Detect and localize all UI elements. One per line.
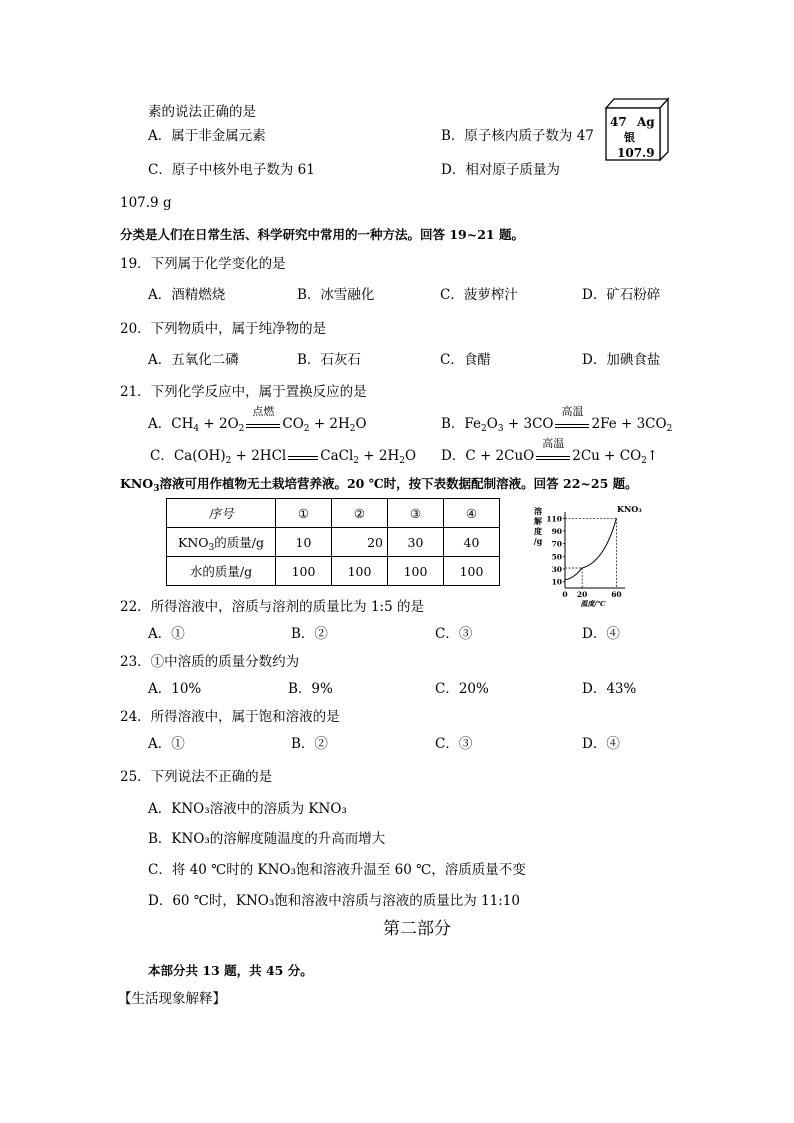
q19-option-c: C．菠萝榨汁 [440, 287, 518, 303]
condition-high-temp: 高温 [561, 405, 584, 418]
y-tick-label: 110 [546, 514, 562, 524]
q24-option-a: A．① [148, 736, 185, 752]
q19-option-d: D．矿石粉碎 [582, 287, 661, 303]
q19-stem: 19．下列属于化学变化的是 [120, 256, 286, 272]
intro-19-21: 分类是人们在日常生活、科学研究中常用的一种方法。回答 19~21 题。 [120, 227, 524, 242]
q21-option-b: B．$Fe_2O_3 + 3CO$ 高温 $2Fe + 3CO_2$ [441, 405, 673, 434]
x-tick-label: 0 [562, 590, 568, 599]
table-cell: 100 [276, 557, 332, 586]
q18-option-d-continued: 107.9 g [120, 195, 172, 211]
element-mass: 107.9 [617, 146, 655, 160]
solution-table [166, 498, 500, 586]
q23-option-c: C．20% [435, 681, 489, 697]
q22-option-a: A．① [148, 626, 185, 642]
table-cell: 10 [276, 528, 332, 557]
q22-option-b: B．② [291, 626, 328, 642]
table-header: ② [332, 499, 388, 528]
part-two-title: 第二部分 [383, 919, 451, 939]
graph-ylabel-4: /g [533, 536, 543, 546]
q25-stem: 25．下列说法不正确的是 [120, 769, 273, 785]
q20-option-a: A．五氧化二磷 [148, 352, 239, 368]
q25-option-a: A．KNO₃溶液中的溶质为 KNO₃ [148, 801, 347, 817]
q18-option-b: B．原子核内质子数为 47 [441, 128, 594, 144]
q21-option-a: A．$CH_4 + 2O_2$ 点燃 $CO_2 + 2H_2O$ [148, 405, 367, 434]
q22-option-c: C．③ [435, 626, 473, 642]
q24-option-c: C．③ [435, 736, 473, 752]
q18-option-c: C．原子中核外电子数为 61 [148, 162, 315, 178]
q20-option-b: B．石灰石 [297, 352, 361, 368]
graph-ylabel-3: 度 [534, 526, 542, 536]
q25-option-c: C．将 40 ℃时的 KNO₃饱和溶液升温至 60 ℃，溶质质量不变 [148, 862, 526, 878]
kno3-solubility-curve [565, 518, 616, 579]
q25-option-b: B．KNO₃的溶解度随温度的升高而增大 [148, 831, 386, 847]
condition-high-temp-2: 高温 [542, 437, 565, 450]
q22-option-d: D．④ [582, 626, 620, 642]
graph-ylabel-1: 溶 [534, 506, 542, 516]
graph-series-label: KNO₃ [617, 504, 642, 514]
q19-option-b: B．冰雪融化 [297, 287, 375, 303]
x-tick-label: 20 [576, 590, 588, 599]
q18-stem: 素的说法正确的是 [148, 104, 256, 120]
q23-option-b: B．9% [288, 681, 333, 697]
q21-option-d: D．C + 2CuO 高温 $2Cu + CO_2↑$ [441, 437, 659, 466]
table-cell: 20 [332, 528, 388, 557]
solubility-graph [527, 500, 642, 610]
table-header-row [167, 499, 500, 528]
condition-ignite: 点燃 [252, 405, 275, 418]
q19-option-a: A．酒精燃烧 [148, 287, 226, 303]
element-number: 47 [610, 115, 627, 129]
q24-stem: 24．所得溶液中，属于饱和溶液的是 [120, 709, 340, 725]
q23-option-d: D．43% [582, 681, 637, 697]
table-cell: 30 [388, 528, 444, 557]
q24-option-d: D．④ [582, 736, 620, 752]
graph-xlabel: 温度/℃ [580, 599, 606, 608]
y-tick-label: 50 [551, 552, 562, 562]
table-cell: 100 [444, 557, 500, 586]
table-cell: 100 [388, 557, 444, 586]
row-label-water: 水的质量/g [167, 557, 276, 586]
x-tick-label: 60 [611, 590, 622, 599]
q18-option-a: A．属于非金属元素 [148, 128, 266, 144]
y-tick-label: 10 [551, 577, 562, 587]
table-header: ④ [444, 499, 500, 528]
y-tick-label: 90 [551, 527, 562, 536]
element-symbol: Ag [637, 115, 655, 129]
y-tick-label: 70 [551, 539, 562, 549]
table-cell: 100 [332, 557, 388, 586]
intro-22-25: $KNO_3$溶液可用作植物无土栽培营养液。20 ℃时，按下表数据配制溶液。回答 22~25 题。 [120, 476, 638, 494]
table-header: 序号 [167, 499, 276, 528]
q20-option-d: D．加碘食盐 [582, 352, 661, 368]
row-label-kno3: $KNO_3$的质量/g [167, 528, 276, 557]
q24-option-b: B．② [291, 736, 328, 752]
element-name: 银 [624, 131, 635, 144]
q25-option-d: D．60 ℃时，KNO₃饱和溶液中溶质与溶液的质量比为 11:10 [148, 893, 520, 909]
table-header: ① [276, 499, 332, 528]
section-life-phenomena: 【生活现象解释】 [118, 991, 226, 1007]
q21-stem: 21．下列化学反应中，属于置换反应的是 [120, 384, 367, 400]
q23-stem: 23．①中溶质的质量分数约为 [120, 654, 300, 670]
q18-option-d: D．相对原子质量为 [441, 162, 560, 178]
table-row [167, 528, 500, 557]
q20-stem: 20．下列物质中，属于纯净物的是 [120, 321, 327, 337]
q23-option-a: A．10% [148, 681, 202, 697]
part-two-note: 本部分共 13 题，共 45 分。 [148, 963, 313, 978]
q20-option-c: C．食醋 [440, 352, 491, 368]
graph-ylabel-2: 解 [534, 516, 542, 526]
table-cell: 40 [444, 528, 500, 557]
q22-stem: 22．所得溶液中，溶质与溶剂的质量比为 1:5 的是 [120, 599, 424, 615]
y-tick-label: 30 [551, 565, 562, 574]
q21-option-c: C．$Ca(OH)_2 + 2HCl$ CaCl$_2$ + $2H_2O$ [150, 448, 417, 466]
table-row [167, 557, 500, 586]
table-header: ③ [388, 499, 444, 528]
